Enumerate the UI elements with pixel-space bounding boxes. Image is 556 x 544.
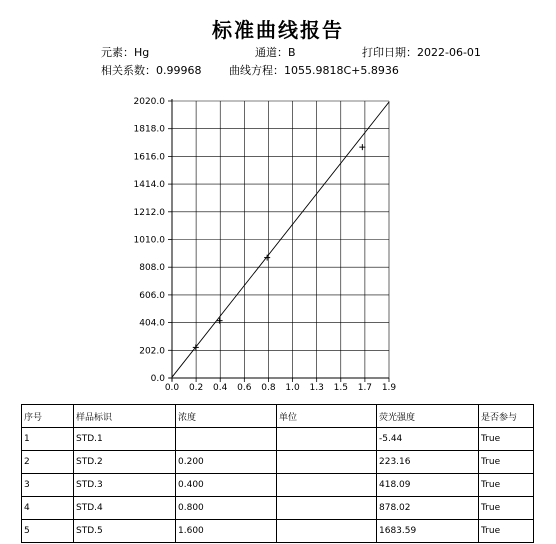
table-row (22, 451, 534, 474)
cell-unit (277, 428, 377, 451)
cell-intensity: 223.16 (377, 451, 479, 474)
x-tick-label: 1.0 (285, 383, 300, 393)
table-row (22, 520, 534, 543)
cell-index: 1 (22, 428, 74, 451)
cell-sample-id: STD.2 (74, 451, 176, 474)
y-tick-label: 202.0 (139, 346, 165, 357)
header-unit: 单位 (277, 405, 377, 428)
y-tick-label: 2020.0 (133, 97, 165, 107)
x-tick-label: 0.6 (237, 383, 252, 393)
x-tick-label: 1.7 (357, 383, 373, 393)
chart-points (169, 144, 365, 381)
y-tick-label: 1010.0 (133, 235, 165, 246)
y-tick-label: 0.0 (150, 374, 165, 384)
cell-intensity: 418.09 (377, 474, 479, 497)
table-row (22, 497, 534, 520)
x-tick-label: 0.8 (261, 383, 276, 393)
x-tick-label: 0.0 (164, 383, 180, 393)
cell-unit (277, 451, 377, 474)
report-title: 标准曲线报告 (212, 18, 344, 42)
table-row (22, 428, 534, 451)
cell-index: 2 (22, 451, 74, 474)
cell-intensity: 878.02 (377, 497, 479, 520)
cell-included: True (479, 451, 534, 474)
x-tick-label: 0.2 (188, 383, 204, 393)
header-intensity: 荧光强度 (377, 405, 479, 428)
data-point (359, 144, 365, 150)
cell-concentration (176, 428, 277, 451)
cell-included: True (479, 474, 534, 497)
y-tick-label: 1616.0 (133, 152, 165, 163)
x-tick-label: 0.4 (213, 383, 228, 393)
calibration-chart (0, 88, 556, 396)
y-tick-label: 606.0 (139, 290, 165, 301)
cell-index: 4 (22, 497, 74, 520)
header-sample-id: 样品标识 (74, 405, 176, 428)
y-tick-label: 1818.0 (133, 124, 165, 135)
cell-sample-id: STD.5 (74, 520, 176, 543)
cell-concentration: 1.600 (176, 520, 277, 543)
print-date-label: 打印日期：2022-06-01 (362, 46, 481, 59)
cell-included: True (479, 497, 534, 520)
header-concentration: 浓度 (176, 405, 277, 428)
cell-unit (277, 520, 377, 543)
cell-sample-id: STD.3 (74, 474, 176, 497)
y-tick-label: 1212.0 (133, 207, 165, 218)
channel-label: 通道：B (255, 46, 296, 59)
cell-index: 3 (22, 474, 74, 497)
equation-label: 曲线方程：1055.9818C+5.8936 (229, 64, 399, 77)
cell-sample-id: STD.1 (74, 428, 176, 451)
table-header-row (22, 405, 534, 428)
cell-unit (277, 497, 377, 520)
cell-concentration: 0.800 (176, 497, 277, 520)
data-point (169, 375, 175, 381)
standards-table (21, 404, 534, 543)
x-tick-label: 1.5 (333, 383, 348, 393)
x-tick-label: 1.9 (381, 383, 397, 393)
chart-tick-labels (134, 97, 397, 393)
header-included: 是否参与 (479, 405, 534, 428)
cell-index: 5 (22, 520, 74, 543)
x-tick-label: 1.3 (309, 383, 324, 393)
cell-intensity: 1683.59 (377, 520, 479, 543)
cell-included: True (479, 520, 534, 543)
cell-sample-id: STD.4 (74, 497, 176, 520)
element-label: 元素：Hg (101, 46, 150, 59)
cell-concentration: 0.400 (176, 474, 277, 497)
y-tick-label: 404.0 (139, 318, 165, 329)
y-tick-label: 1414.0 (133, 180, 165, 191)
table-row (22, 474, 534, 497)
cell-included: True (479, 428, 534, 451)
y-tick-label: 808.0 (139, 263, 165, 274)
cell-intensity: -5.44 (377, 428, 479, 451)
header-index: 序号 (22, 405, 74, 428)
cell-concentration: 0.200 (176, 451, 277, 474)
correlation-label: 相关系数：0.99968 (101, 64, 202, 77)
cell-unit (277, 474, 377, 497)
